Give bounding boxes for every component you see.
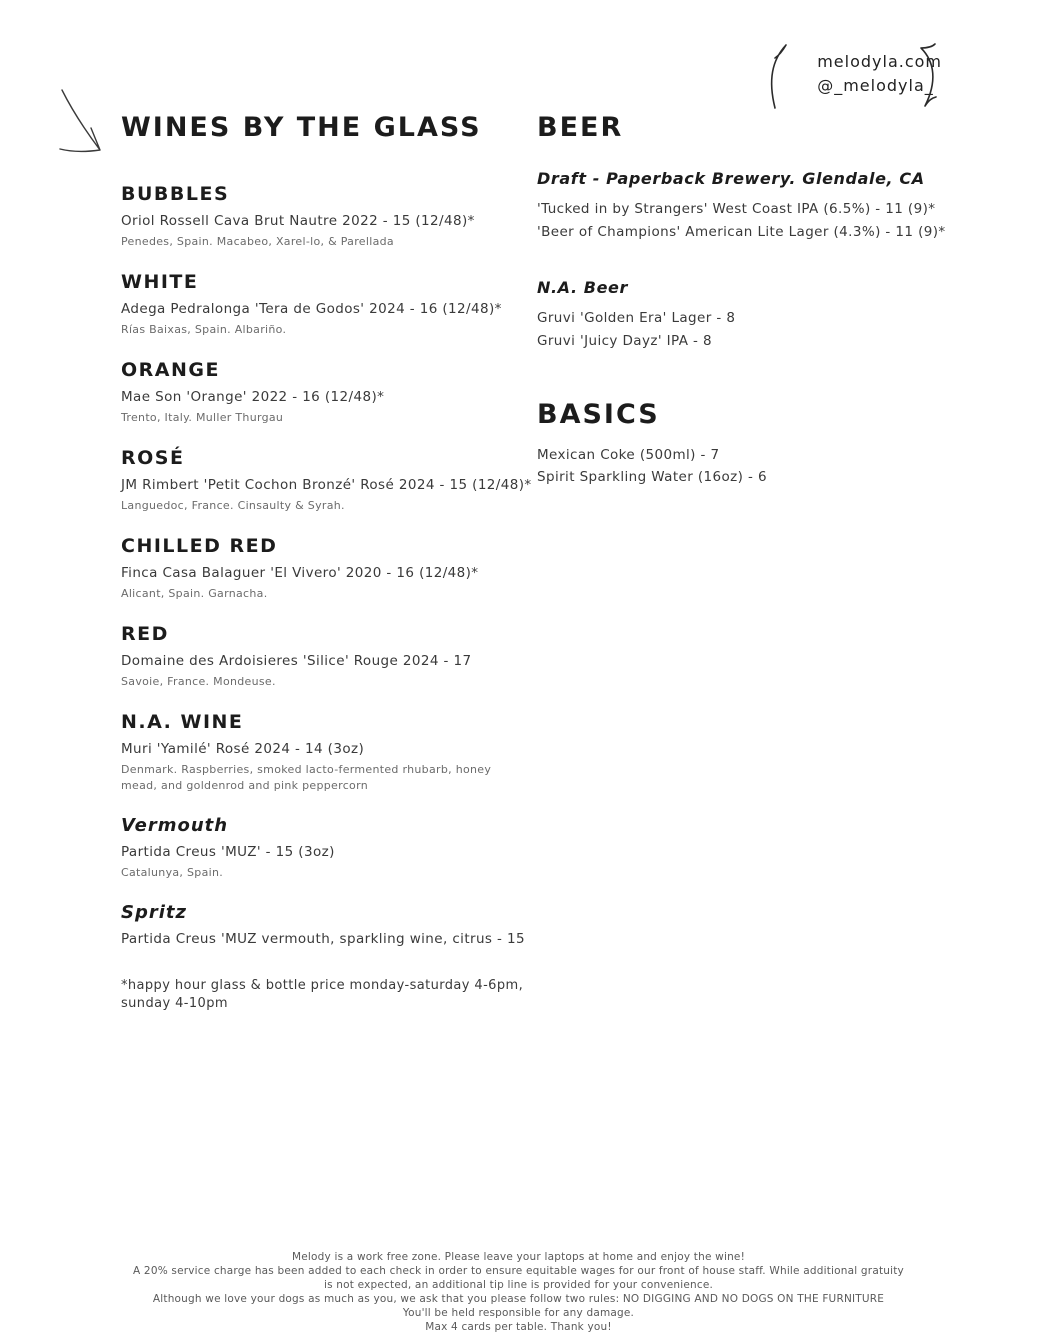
section-heading: ROSÉ — [121, 447, 185, 469]
menu-item: Partida Creus 'MUZ vermouth, sparkling wine, citrus - 15 — [121, 931, 525, 947]
section-rose — [121, 447, 561, 514]
footer-line: Melody is a work free zone. Please leave your laptops at home and enjoy the wine! — [292, 1251, 745, 1263]
section-heading: N.A. WINE — [121, 711, 244, 733]
menu-item-detail: Trento, Italy. Muller Thurgau — [121, 411, 284, 424]
menu-item: 'Tucked in by Strangers' West Coast IPA (6.5%) - 11 (9)* — [537, 201, 936, 217]
section-heading: BUBBLES — [121, 183, 230, 205]
section-vermouth — [121, 815, 561, 881]
footnote-line: sunday 4-10pm — [121, 996, 228, 1011]
section-spritz — [121, 902, 561, 949]
section-orange — [121, 359, 561, 426]
beer-basics-column — [537, 112, 957, 488]
wines-column — [121, 112, 561, 1013]
menu-item: Oriol Rossell Cava Brut Nautre 2022 - 15 (12/48)* — [121, 213, 475, 229]
menu-item: Gruvi 'Juicy Dayz' IPA - 8 — [537, 333, 712, 349]
menu-item: Domaine des Ardoisieres 'Silice' Rouge 2024 - 17 — [121, 653, 472, 669]
right-paren-doodle — [915, 42, 943, 112]
menu-item-detail: Savoie, France. Mondeuse. — [121, 675, 276, 688]
footer-line: Although we love your dogs as much as you, we ask that you please follow two rules: NO DIGGING AND NO DOGS ON THE FURNITURE — [152, 1293, 885, 1305]
footer-line: Max 4 cards per table. Thank you! — [425, 1321, 612, 1333]
menu-item: JM Rimbert 'Petit Cochon Bronzé' Rosé 2024 - 15 (12/48)* — [121, 477, 532, 493]
menu-item: Finca Casa Balaguer 'El Vivero' 2020 - 16 (12/48)* — [121, 565, 479, 581]
basics-title: BASICS — [537, 399, 660, 430]
menu-item-detail: Languedoc, France. Cinsaulty & Syrah. — [121, 499, 345, 512]
section-red — [121, 623, 561, 690]
footnote-line: *happy hour glass & bottle price monday-saturday 4-6pm, — [121, 978, 524, 993]
section-white — [121, 271, 561, 338]
section-na-wine — [121, 711, 561, 794]
instagram-handle-text: @_melodyla_ — [817, 76, 934, 95]
footer-line: A 20% service charge has been added to each check in order to ensure equitable wages for our front of house staff. While additional gratuity — [133, 1265, 904, 1277]
menu-item-detail: Alicant, Spain. Garnacha. — [121, 587, 268, 600]
menu-item-detail: Catalunya, Spain. — [121, 866, 224, 879]
section-basics — [537, 399, 957, 488]
left-paren-doodle — [762, 42, 790, 112]
menu-item: Muri 'Yamilé' Rosé 2024 - 14 (3oz) — [121, 741, 365, 757]
menu-item: Partida Creus 'MUZ' - 15 (3oz) — [121, 844, 335, 860]
section-bubbles — [121, 183, 561, 250]
section-chilled-red — [121, 535, 561, 602]
footer-notes — [0, 1250, 1037, 1334]
section-heading: WHITE — [121, 271, 199, 293]
menu-item: Mexican Coke (500ml) - 7 — [537, 447, 720, 463]
menu-item: Spirit Sparkling Water (16oz) - 6 — [537, 469, 767, 485]
menu-item: Adega Pedralonga 'Tera de Godos' 2024 - 16 (12/48)* — [121, 301, 502, 317]
section-heading: N.A. Beer — [537, 278, 628, 297]
section-heading: RED — [121, 623, 169, 645]
beer-title: BEER — [537, 112, 624, 143]
website-text: melodyla.com — [817, 52, 942, 71]
menu-item-detail: Penedes, Spain. Macabeo, Xarel-lo, & Parellada — [121, 235, 394, 248]
footer-line: is not expected, an additional tip line is provided for your convenience. — [323, 1279, 714, 1291]
section-heading: Vermouth — [121, 815, 229, 836]
menu-item: 'Beer of Champions' American Lite Lager (4.3%) - 11 (9)* — [537, 224, 946, 240]
section-heading: ORANGE — [121, 359, 220, 381]
section-heading: CHILLED RED — [121, 535, 278, 557]
menu-item: Mae Son 'Orange' 2022 - 16 (12/48)* — [121, 389, 385, 405]
section-heading: Draft - Paperback Brewery. Glendale, CA — [537, 169, 925, 188]
menu-item: Gruvi 'Golden Era' Lager - 8 — [537, 310, 736, 326]
footer-line: You'll be held responsible for any damage. — [402, 1307, 635, 1319]
section-draft — [537, 169, 957, 244]
section-na-beer — [537, 278, 957, 353]
page-title: WINES BY THE GLASS — [121, 112, 482, 143]
menu-item-detail: Denmark. Raspberries, smoked lacto-fermented rhubarb, honey mead, and goldenrod and pink peppercorn — [121, 763, 492, 792]
section-heading: Spritz — [121, 902, 187, 923]
menu-item-detail: Rías Baixas, Spain. Albariño. — [121, 323, 287, 336]
happy-hour-footnote — [121, 977, 561, 1013]
